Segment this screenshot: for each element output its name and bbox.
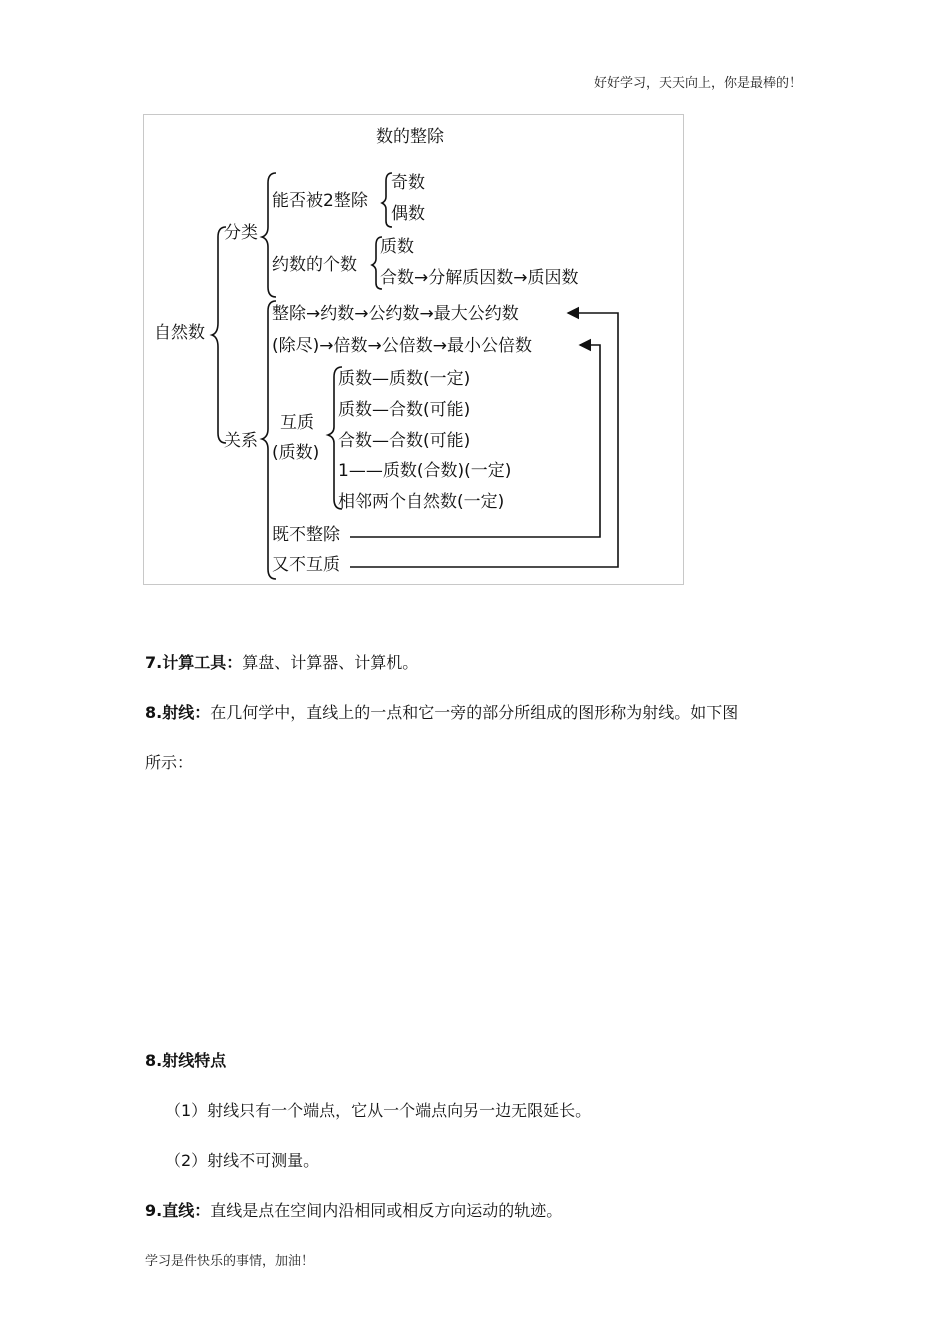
coprime-item: 质数—合数(可能)	[338, 400, 471, 420]
node-chain-gcd: 整除→约数→公约数→最大公约数	[272, 304, 519, 324]
node-not-divisible: 既不整除	[272, 525, 340, 545]
coprime-item: 合数—合数(可能)	[338, 431, 471, 451]
section-7-label: 7.计算工具：	[145, 653, 243, 672]
section-8-continued: 所示：	[145, 753, 194, 772]
node-even: 偶数	[391, 204, 425, 224]
node-not-coprime: 又不互质	[272, 555, 340, 575]
section-7	[145, 650, 418, 673]
section-8-text: 在几何学中，直线上的一点和它一旁的部分所组成的图形称为射线。如下图	[210, 703, 739, 722]
section-8-label: 8.射线：	[145, 703, 211, 722]
node-natural-number: 自然数	[154, 323, 205, 343]
node-prime: 质数	[380, 237, 414, 257]
coprime-item: 相邻两个自然数(一定)	[338, 492, 505, 512]
page-footer: 学习是件快乐的事情，加油！	[145, 1254, 315, 1269]
section-7-text: 算盘、计算器、计算机。	[242, 653, 419, 672]
section-9-text: 直线是点在空间内沿相同或相反方向运动的轨迹。	[210, 1201, 563, 1220]
section-8	[145, 700, 738, 723]
divisibility-diagram	[143, 114, 684, 585]
root-brace	[212, 227, 226, 443]
node-relation: 关系	[224, 431, 258, 451]
section-9-label: 9.直线：	[145, 1201, 211, 1220]
node-classify: 分类	[224, 223, 258, 243]
ray-feature-2: （2）射线不可测量。	[165, 1151, 320, 1170]
section-8b-heading	[145, 1048, 226, 1071]
section-8b-label: 8.射线特点	[145, 1051, 227, 1070]
coprime-item: 1——质数(合数)(一定)	[338, 461, 512, 481]
node-coprime: 互质	[280, 413, 314, 433]
ray-feature-1: （1）射线只有一个端点，它从一个端点向另一边无限延长。	[165, 1101, 592, 1120]
page-header: 好好学习，天天向上，你是最棒的！	[593, 76, 802, 91]
diagram-title: 数的整除	[376, 127, 444, 147]
node-chain-lcm: (除尽)→倍数→公倍数→最小公倍数	[272, 336, 532, 356]
node-div2: 能否被2整除	[272, 191, 368, 211]
node-odd: 奇数	[391, 173, 425, 193]
coprime-item: 质数—质数(一定)	[338, 369, 471, 389]
section-9	[145, 1198, 562, 1221]
node-coprime-paren: (质数)	[272, 443, 320, 463]
node-composite-chain: 合数→分解质因数→质因数	[380, 268, 579, 288]
node-divisor-count: 约数的个数	[272, 255, 357, 275]
